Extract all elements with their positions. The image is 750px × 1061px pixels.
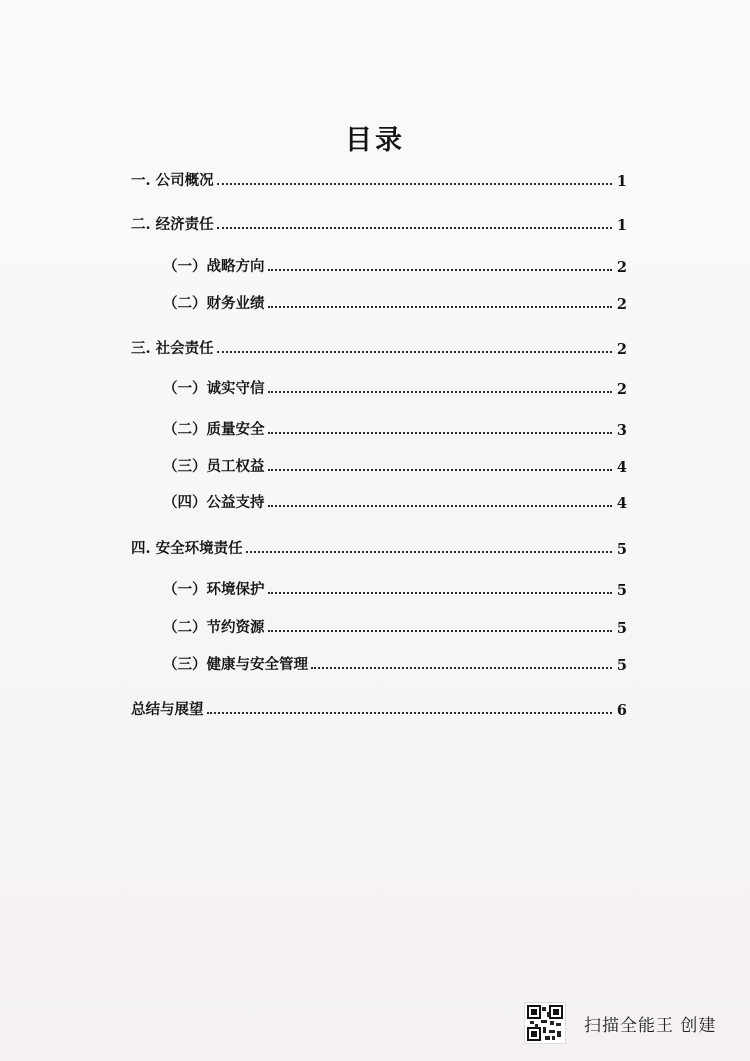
- toc-entry: [131, 166, 627, 190]
- toc-entry-page: 5: [616, 582, 627, 599]
- toc-entry: [131, 534, 627, 558]
- toc-entry-label: （二）节约资源: [163, 619, 265, 636]
- leader-dots: [268, 390, 613, 393]
- toc-entry: [131, 334, 627, 358]
- leader-dots: [207, 711, 613, 714]
- toc-subentry: [131, 488, 627, 512]
- toc-entry-label: 四. 安全环境责任: [131, 540, 243, 557]
- toc-subentry: [131, 613, 627, 637]
- leader-dots: [268, 591, 613, 594]
- toc-subentry: [131, 575, 627, 599]
- leader-dots: [268, 305, 613, 308]
- toc-entry-page: 3: [616, 422, 627, 439]
- leader-dots: [268, 629, 613, 632]
- toc-entry: [131, 695, 627, 719]
- toc-entry: [131, 210, 627, 234]
- toc-entry-page: 2: [616, 259, 627, 276]
- toc-entry-label: 总结与展望: [131, 701, 204, 718]
- toc-entry-label: （三）员工权益: [163, 458, 265, 475]
- toc-subentry: [131, 289, 627, 313]
- toc-entry-page: 2: [616, 381, 627, 398]
- toc-entry-page: 5: [616, 657, 627, 674]
- toc-entry-page: 5: [616, 541, 627, 558]
- toc-subentry: [131, 374, 627, 398]
- leader-dots: [268, 504, 613, 507]
- toc-entry-label: （三）健康与安全管理: [163, 656, 308, 673]
- toc-entry-label: 三. 社会责任: [131, 340, 214, 357]
- toc-entry-page: 5: [616, 620, 627, 637]
- toc-entry-label: （一）环境保护: [163, 581, 265, 598]
- toc-entry-page: 4: [616, 459, 627, 476]
- toc-entry-page: 4: [616, 495, 627, 512]
- toc-entry-page: 1: [616, 217, 627, 234]
- leader-dots: [217, 350, 612, 353]
- toc-entry-page: 2: [616, 296, 627, 313]
- toc-subentry: [131, 415, 627, 439]
- leader-dots: [246, 550, 612, 553]
- toc-entry-label: （一）诚实守信: [163, 380, 265, 397]
- toc-entry-page: 1: [616, 173, 627, 190]
- toc-entry-label: 二. 经济责任: [131, 216, 214, 233]
- qr-code-icon: [524, 1002, 566, 1044]
- toc-subentry: [131, 252, 627, 276]
- toc-entry-label: （一）战略方向: [163, 258, 265, 275]
- leader-dots: [268, 468, 613, 471]
- toc-entry-label: （二）财务业绩: [163, 295, 265, 312]
- scanner-brand-label: 扫描全能王 创建: [584, 1015, 717, 1036]
- toc-entry-label: （四）公益支持: [163, 494, 265, 511]
- toc-entry-label: 一. 公司概况: [131, 172, 214, 189]
- page-title: 目录: [345, 125, 405, 156]
- scanner-watermark: [524, 1002, 716, 1044]
- leader-dots: [217, 182, 612, 185]
- toc-entry-page: 2: [616, 341, 627, 358]
- leader-dots: [268, 431, 613, 434]
- leader-dots: [268, 268, 613, 271]
- leader-dots: [217, 226, 612, 229]
- toc-entry-page: 6: [616, 702, 627, 719]
- toc-subentry: [131, 452, 627, 476]
- toc-subentry: [131, 650, 627, 674]
- leader-dots: [311, 666, 612, 669]
- toc-entry-label: （二）质量安全: [163, 421, 265, 438]
